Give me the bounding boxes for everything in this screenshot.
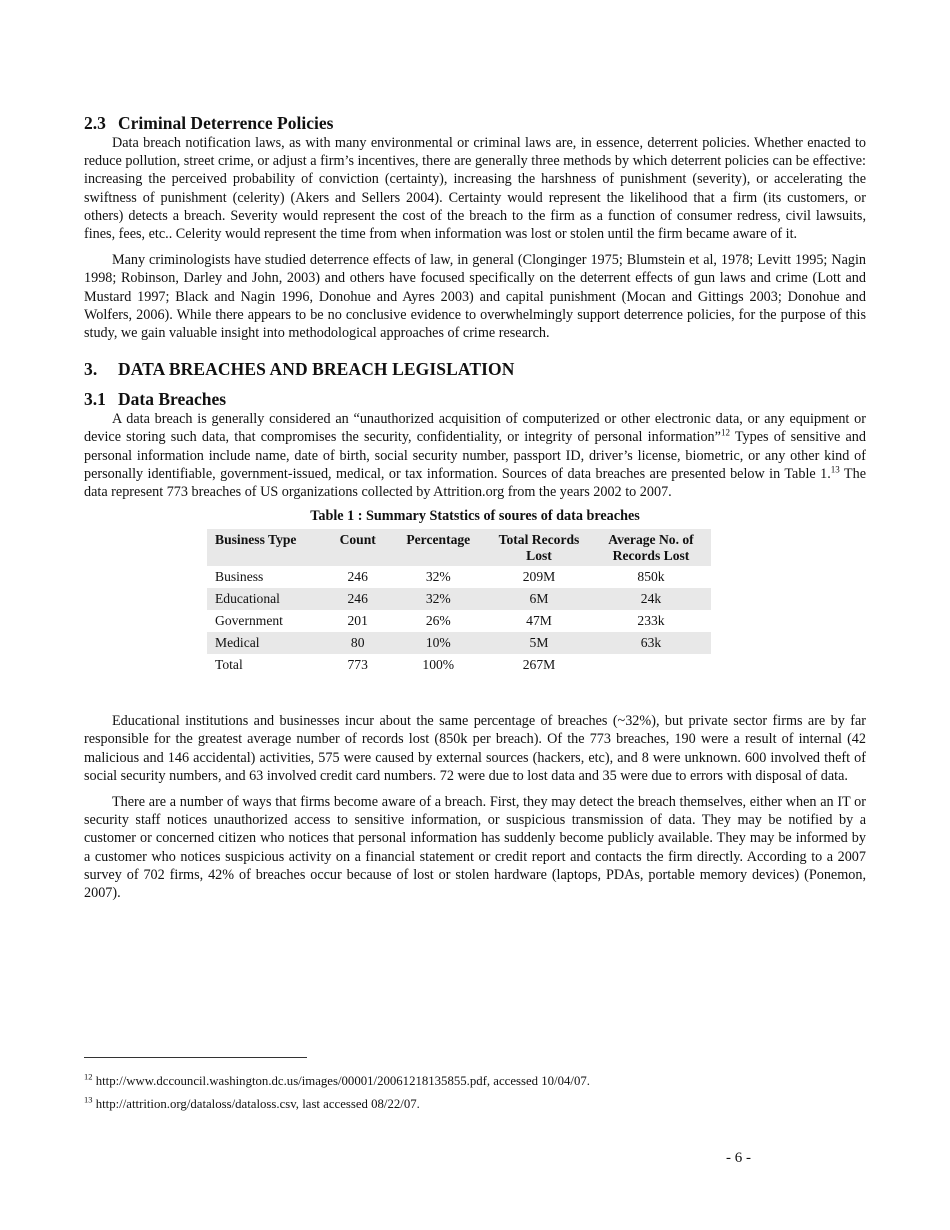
table-header-cell: Average No. of Records Lost <box>608 532 694 564</box>
table-cell: 5M <box>529 635 549 651</box>
table-cell: 47M <box>526 613 552 629</box>
table-cell: 267M <box>522 657 556 673</box>
table-cell: 10% <box>425 635 451 651</box>
table-cell: 32% <box>425 569 451 585</box>
table-row <box>207 610 711 632</box>
table-cell: 201 <box>347 613 368 629</box>
paragraph-table-discussion: Educational institutions and businesses incur about the same percentage of breaches (~32%), but private sector firms are by far responsible for the greatest average number of records lost (850k per breach). Of the 773 breaches, 190 were a result of internal (42 malicious and 146 accidental) activities, 575 were caused by external sources (hackers, etc), and 8 were unknown. 600 involved theft of social security numbers, and 63 involved credit card numbers. 72 were due to lost data and 35 were due to errors with disposal of data. <box>84 713 866 784</box>
table-cell: Total <box>215 657 243 673</box>
table-cell: 246 <box>347 569 368 585</box>
footnote-divider <box>84 1057 307 1058</box>
table-header-cell: Percentage <box>406 532 471 548</box>
table-header-cell: Total Records Lost <box>498 532 580 564</box>
table-row <box>207 654 711 676</box>
table-cell: Government <box>215 613 283 629</box>
table-cell: 26% <box>425 613 451 629</box>
table-cell: Business <box>215 569 264 585</box>
footnote-12: $^{12}$ http://www.dccouncil.washington.dc.us/images/00001/20061218135855.pdf, accessed 10/04/07. <box>84 1071 590 1088</box>
table-cell <box>591 654 711 676</box>
table-cell: 850k <box>637 569 665 585</box>
footnote-ref-13[interactable]: 13 <box>830 464 840 475</box>
table-header-cell: Count <box>339 532 376 548</box>
table-cell: Educational <box>215 591 280 607</box>
table-row <box>207 566 711 588</box>
table-cell: 100% <box>422 657 455 673</box>
table-cell: Medical <box>215 635 260 651</box>
table-cell: 209M <box>522 569 556 585</box>
table-header-cell: Business Type <box>215 532 297 548</box>
table-cell: 32% <box>425 591 451 607</box>
table-cell: 246 <box>347 591 368 607</box>
summary-table <box>207 529 711 676</box>
table-cell: 233k <box>637 613 665 629</box>
table-cell: 773 <box>347 657 368 673</box>
table-header-row <box>207 529 711 566</box>
section-heading-3: 3. DATA BREACHES AND BREACH LEGISLATION <box>84 359 515 380</box>
footnote-13: $^{13}$ http://attrition.org/dataloss/dataloss.csv, last accessed 08/22/07. <box>84 1094 420 1111</box>
table-cell: 63k <box>640 635 662 651</box>
table-row <box>207 632 711 654</box>
table-row <box>207 588 711 610</box>
footnote-ref-12[interactable]: 12 <box>720 427 730 438</box>
paragraph-breach-awareness: There are a number of ways that firms become aware of a breach. First, they may detect the breach themselves, either when an IT or security staff notices unauthorized access to sensitive information, or suspicious transmission of data. They may be notified by a customer or concerned citizen who notices that personal information has suddenly become publicly available. They may be informed by a customer who notices suspicious activity on a financial statement or credit report and contacts the firm directly. According to a 2007 survey of 702 firms, 42% of breaches occur because of lost or stolen hardware (laptops, PDAs, portable memory devices) (Ponemon, 2007). <box>84 794 866 902</box>
paragraph-deterrence-intro: Data breach notification laws, as with many environmental or criminal laws are, in essence, deterrent policies. Whether enacted to reduce pollution, street crime, or adjust a firm’s incentives, there are generally three methods by which deterrent policies can be effective: increasing the perceived probability of conviction (certainty), increasing the harshness of punishment (severity), or accelerating the swiftness of punishment (celerity) (Akers and Sellers 2004). Certainty would represent the likelihood that a firm (its customers, or others) detects a breach. Severity would represent the cost of the breach to the firm as a function of consumer redress, civil lawsuits, fines, fees, etc.. Celerity would represent the time from when information was lost or stolen until the firm became aware of it. <box>84 135 866 243</box>
section-heading-3-1: 3.1 Data Breaches <box>84 389 227 410</box>
paragraph-breach-definition: A data breach is generally considered an “unauthorized acquisition of computerized or other electronic data, or any equipment or device storing such data, that compromises the security, confidentiality, or integrity of personal information”$^{12}$ Types of sensitive and personal information include name, date of birth, social security number, passport ID, driver’s license, biometric, or any other kind of personally identifiable, government-issued, medical, or tax information. Sources of data breaches are presented below in Table 1.13 The data represent 773 breaches of US organizations collected by Attrition.org from the years 2002 to 2007. <box>84 411 866 501</box>
table-cell: 24k <box>640 591 662 607</box>
page-body <box>84 112 866 902</box>
table-cell: 80 <box>350 635 365 651</box>
paragraph-criminologists: Many criminologists have studied deterrence effects of law, in general (Clonginger 1975; Blumstein et al, 1978; Levitt 1995; Nagin 1998; Robinson, Darley and John, 2003) and others have focused specifically on the deterrent effects of gun laws and crime (Lott and Mustard 1997; Black and Nagin 1996, Donohue and Ayres 2003) and capital punishment (Mocan and Gittings 2003; Donohue and Wolfers, 2006). While there appears to be no conclusive evidence to overwhelmingly support deterrence policies, for the purpose of this study, we gain valuable insight into methodological approaches of crime research. <box>84 252 866 342</box>
table-cell: 6M <box>529 591 549 607</box>
section-heading-2-3: 2.3 Criminal Deterrence Policies <box>84 113 334 133</box>
table-caption: Table 1 : Summary Statstics of soures of data breaches <box>310 508 640 525</box>
page-number: - 6 - <box>726 1150 751 1166</box>
